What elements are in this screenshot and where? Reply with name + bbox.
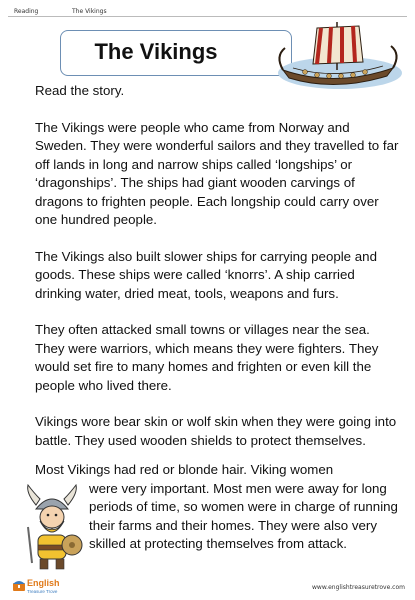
viking-character-illustration	[18, 483, 88, 571]
logo-subtext: Treasure Trove	[27, 589, 58, 594]
paragraph-5-first-line: Most Vikings had red or blonde hair. Viking women	[35, 462, 334, 477]
page-title: The Vikings	[94, 39, 218, 64]
treasure-chest-icon	[12, 578, 26, 592]
paragraph-5	[35, 461, 403, 554]
footer-url: www.englishtreasuretrove.com	[312, 584, 405, 591]
page-header	[0, 0, 415, 18]
paragraph-2: The Vikings also built slower ships for carrying people and goods. These ships were called ‘knorrs’. A ship carried drinking water, dried meat, tools, weapons and furs.	[35, 248, 377, 301]
header-divider	[8, 16, 407, 17]
header-category: Reading	[14, 8, 39, 15]
header-subtitle: The Vikings	[72, 8, 107, 15]
paragraph-3: They often attacked small towns or villages near the sea. They were warriors, which means they were fighters. They would set fire to many homes and frighten or even kill the people who lived there.	[35, 322, 379, 393]
intro-line: Read the story.	[35, 83, 125, 98]
paragraph-1: The Vikings were people who came from Norway and Sweden. They were wonderful sailors and they travelled to far off lands in long and narrow ships called ‘longships’ or ‘dragonships’. The ships had giant wooden carvings of dragons to frighten people. Each longship could carry over one hundred people.	[35, 119, 399, 227]
story-body	[35, 82, 400, 468]
paragraph-5-rest: were very important. Most men were away for long periods of time, so women were in charge of running their farms and their homes. They were also very skilled at protecting themselves from attack.	[89, 480, 398, 551]
page-footer	[0, 574, 415, 600]
title-box	[60, 30, 292, 76]
logo-text: English	[27, 578, 60, 588]
paragraph-4: Vikings wore bear skin or wolf skin when they were going into battle. They used wooden shields to protect themselves.	[35, 414, 397, 448]
